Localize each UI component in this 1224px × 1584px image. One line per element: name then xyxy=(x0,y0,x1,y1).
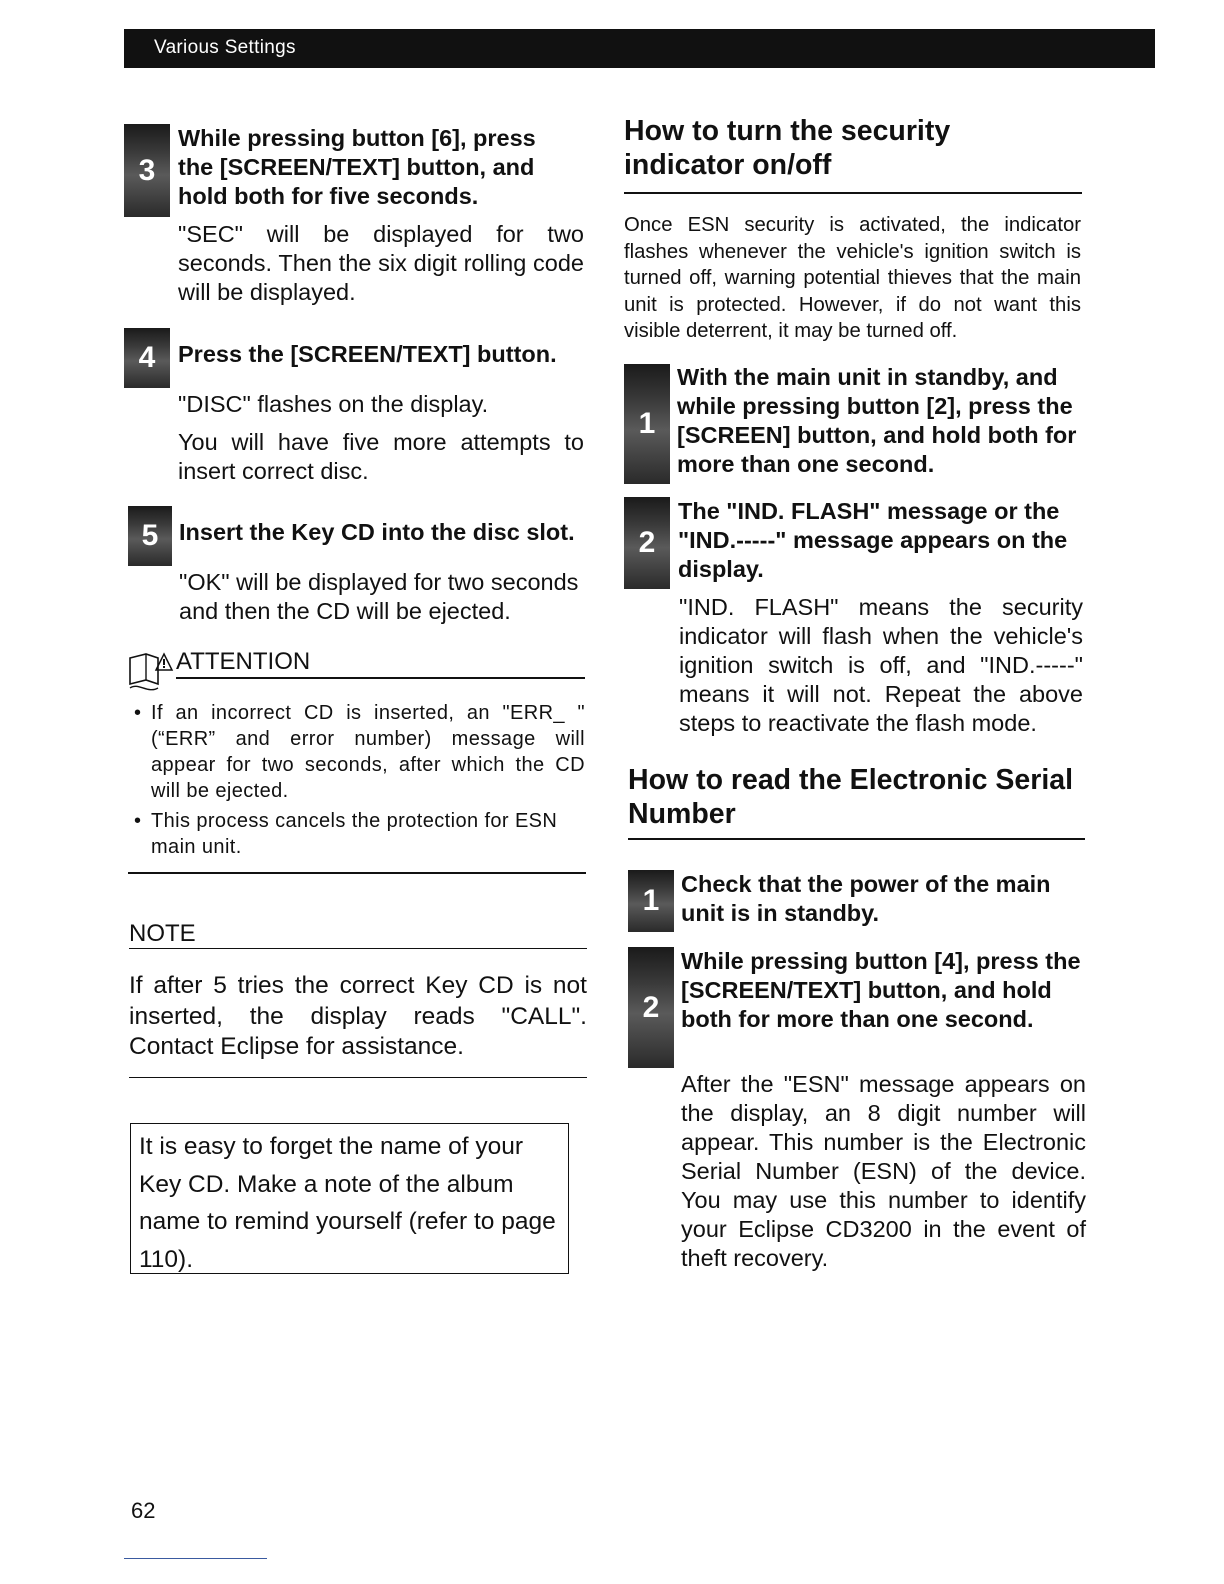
step-number-badge: 2 xyxy=(624,497,670,589)
esn-step-2-description: After the "ESN" message appears on the display, an 8 digit number will appear. This number is the Electronic Serial Number (ESN) of the device. You may use this number to identify your Eclipse CD3200 in the event of theft recovery. xyxy=(681,1071,1086,1271)
note-heading: NOTE xyxy=(129,920,196,947)
esn-step-1-title: Check that the power of the main unit is in standby. xyxy=(681,871,1051,926)
section-1-intro: Once ESN security is activated, the indicator flashes whenever the vehicle's ignition switch is turned off, warning potential thieves that the main unit is protected. However, if do not want this visible deterrent, it may be turned off. xyxy=(624,214,1081,342)
note-body: If after 5 tries the correct Key CD is not inserted, the display reads "CALL". Contact Eclipse for assistance. xyxy=(129,972,587,1060)
step-5-title: Insert the Key CD into the disc slot. xyxy=(179,519,575,545)
note-bottom-divider xyxy=(129,1077,587,1078)
step-4-description-2: You will have five more attempts to insert correct disc. xyxy=(178,429,584,484)
attention-item: • This process cancels the protection for ESN main unit. xyxy=(134,810,558,858)
section-2-divider xyxy=(628,838,1085,840)
step-number-badge: 1 xyxy=(624,364,670,484)
step-5-description: "OK" will be displayed for two seconds and then the CD will be ejected. xyxy=(179,569,579,624)
attention-bottom-divider xyxy=(128,872,586,874)
attention-heading: ATTENTION xyxy=(176,648,311,675)
attention-icon xyxy=(128,650,174,692)
attention-list xyxy=(130,700,585,860)
section-header-bar xyxy=(124,29,1155,68)
step-4-description: "DISC" flashes on the display. xyxy=(178,391,489,417)
section-1-divider xyxy=(624,192,1082,194)
step-number-badge: 4 xyxy=(124,328,170,388)
section-title-esn: How to read the Electronic Serial Number xyxy=(628,764,1074,830)
tip-box xyxy=(130,1123,569,1274)
step-number-badge: 1 xyxy=(628,870,674,932)
tip-text: It is easy to forget the name of your Key CD. Make a note of the album name to remind yourself (refer to page 110). xyxy=(139,1133,556,1273)
attention-item: • If an incorrect CD is inserted, an "ERR_ " (“ERR” and error number) message will appear for two seconds, after which the CD will be ejected. xyxy=(134,702,585,802)
step-number-badge: 5 xyxy=(128,506,172,566)
esn-step-2-title: While pressing button [4], press the [SCREEN/TEXT] button, and hold both for more than one second. xyxy=(681,948,1081,1032)
footer-rule xyxy=(124,1558,267,1559)
section-title-security-indicator: How to turn the security indicator on/off xyxy=(624,115,951,181)
security-step-1-title: With the main unit in standby, and while pressing button [2], press the [SCREEN] button, and hold both for more than one second. xyxy=(677,364,1077,477)
step-4-title: Press the [SCREEN/TEXT] button. xyxy=(178,341,557,367)
page-number: 62 xyxy=(131,1498,156,1523)
security-step-2-title: The "IND. FLASH" message or the "IND.-----" message appears on the display. xyxy=(678,498,1068,582)
security-step-2-description: "IND. FLASH" means the security indicator will flash when the vehicle's ignition switch is off, and "IND.-----" means it will not. Repeat the above steps to reactivate the flash mode. xyxy=(679,594,1083,736)
section-header-title: Various Settings xyxy=(154,37,296,58)
step-number-badge: 2 xyxy=(628,947,674,1068)
attention-divider xyxy=(176,677,585,679)
step-number-badge: 3 xyxy=(124,124,170,217)
step-3-title: While pressing button [6], press the [SCREEN/TEXT] button, and hold both for five seconds. xyxy=(178,125,536,209)
step-3-description: "SEC" will be displayed for two seconds. Then the six digit rolling code will be displayed. xyxy=(178,221,584,305)
note-divider xyxy=(129,948,587,949)
